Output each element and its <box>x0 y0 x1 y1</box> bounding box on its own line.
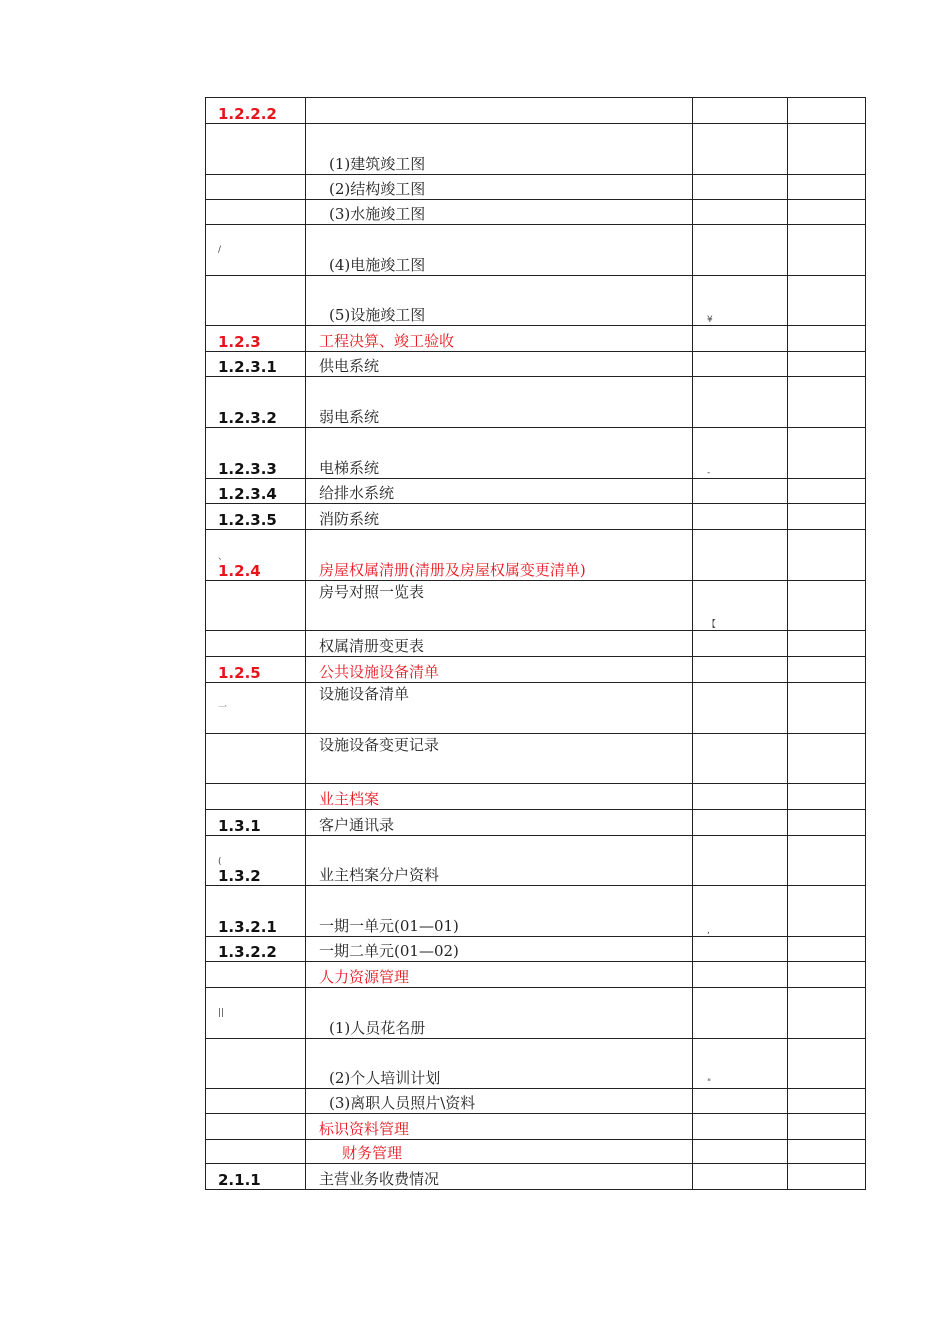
remark-cell <box>693 98 788 124</box>
item-title: (2)结构竣工图 <box>329 180 426 198</box>
extra-cell <box>788 631 866 657</box>
item-title: (1)建筑竣工图 <box>329 155 426 173</box>
remark-cell <box>693 1140 788 1164</box>
section-number: 1.3.1 <box>218 817 261 835</box>
extra-cell <box>788 1140 866 1164</box>
remark-cell <box>693 683 788 734</box>
item-title-cell <box>306 1140 693 1164</box>
extra-cell <box>788 886 866 937</box>
table-row <box>206 937 866 962</box>
remark-cell <box>693 1164 788 1190</box>
extra-cell <box>788 200 866 225</box>
item-title-cell <box>306 962 693 988</box>
item-title-cell <box>306 886 693 937</box>
section-number-cell <box>206 276 306 326</box>
extra-cell <box>788 734 866 784</box>
section-number-cell <box>206 1164 306 1190</box>
remark-cell <box>693 504 788 530</box>
section-number-cell <box>206 631 306 657</box>
archive-index-table <box>205 97 866 1190</box>
remark-cell <box>693 962 788 988</box>
item-title-cell <box>306 1114 693 1140</box>
stray-mark: / <box>218 245 222 255</box>
item-title-cell <box>306 352 693 377</box>
table-row <box>206 377 866 428</box>
stray-mark: ( <box>218 857 222 867</box>
table-row <box>206 810 866 836</box>
item-title: 主营业务收费情况 <box>319 1170 440 1188</box>
table-row <box>206 1039 866 1089</box>
remark-cell <box>693 988 788 1039</box>
table-row <box>206 479 866 504</box>
extra-cell <box>788 683 866 734</box>
table-row <box>206 988 866 1039</box>
item-title: 房号对照一览表 <box>319 583 425 601</box>
table-row <box>206 124 866 175</box>
section-number: 1.2.3.3 <box>218 460 277 478</box>
section-number-cell <box>206 1140 306 1164</box>
table-row <box>206 1140 866 1164</box>
remark-cell <box>693 175 788 200</box>
extra-cell <box>788 124 866 175</box>
remark-cell <box>693 326 788 352</box>
item-title: 房屋权属清册(清册及房屋权属变更清单) <box>319 561 586 579</box>
item-title-cell <box>306 504 693 530</box>
item-title-cell <box>306 631 693 657</box>
section-number-cell <box>206 504 306 530</box>
item-title-cell <box>306 175 693 200</box>
extra-cell <box>788 98 866 124</box>
section-number-cell <box>206 124 306 175</box>
extra-cell <box>788 836 866 886</box>
section-number-cell <box>206 1114 306 1140</box>
item-title-cell <box>306 683 693 734</box>
section-number-cell <box>206 428 306 479</box>
item-title: (5)设施竣工图 <box>329 306 426 324</box>
item-title: 设施设备清单 <box>319 685 410 703</box>
extra-cell <box>788 479 866 504</box>
extra-cell <box>788 326 866 352</box>
table-row <box>206 886 866 937</box>
item-title: 权属清册变更表 <box>319 637 425 655</box>
table-row <box>206 734 866 784</box>
item-title-cell <box>306 836 693 886</box>
extra-cell <box>788 377 866 428</box>
item-title-cell <box>306 98 693 124</box>
table-row <box>206 326 866 352</box>
table-body <box>206 98 866 1190</box>
item-title: 客户通讯录 <box>319 816 395 834</box>
table-row <box>206 530 866 581</box>
item-title-cell <box>306 734 693 784</box>
section-number-cell <box>206 326 306 352</box>
item-title: 财务管理 <box>342 1144 403 1162</box>
item-title-cell <box>306 124 693 175</box>
item-title: 公共设施设备清单 <box>319 663 440 681</box>
remark-cell <box>693 1089 788 1114</box>
extra-cell <box>788 1089 866 1114</box>
section-number-cell <box>206 1089 306 1114</box>
item-title: 工程决算、竣工验收 <box>319 332 455 350</box>
extra-cell <box>788 504 866 530</box>
extra-cell <box>788 225 866 276</box>
table-row <box>206 784 866 810</box>
section-number-cell <box>206 225 306 276</box>
item-title: (1)人员花名册 <box>329 1019 426 1037</box>
extra-cell <box>788 530 866 581</box>
item-title-cell <box>306 428 693 479</box>
remark-cell <box>693 631 788 657</box>
extra-cell <box>788 1164 866 1190</box>
section-number-cell <box>206 810 306 836</box>
section-number-cell <box>206 937 306 962</box>
remark-cell <box>693 428 788 479</box>
table-row <box>206 352 866 377</box>
section-number-cell <box>206 352 306 377</box>
remark-cell <box>693 124 788 175</box>
remark-cell <box>693 530 788 581</box>
item-title-cell <box>306 810 693 836</box>
remark-cell <box>693 225 788 276</box>
item-title-cell <box>306 988 693 1039</box>
section-number: 1.2.2.2 <box>218 105 277 123</box>
extra-cell <box>788 175 866 200</box>
section-number: 1.3.2.1 <box>218 918 277 936</box>
section-number-cell <box>206 175 306 200</box>
item-title: (3)水施竣工图 <box>329 205 426 223</box>
section-number: 1.2.4 <box>218 562 261 580</box>
stray-mark: - <box>707 468 711 478</box>
item-title: 电梯系统 <box>319 459 380 477</box>
item-title-cell <box>306 937 693 962</box>
table-row <box>206 200 866 225</box>
item-title: 一期一单元(01—01) <box>319 917 459 935</box>
extra-cell <box>788 810 866 836</box>
stray-mark: 【 <box>707 620 717 630</box>
section-number-cell <box>206 784 306 810</box>
item-title-cell <box>306 657 693 683</box>
item-title: 业主档案分户资料 <box>319 866 440 884</box>
stray-mark: || <box>218 1008 225 1018</box>
remark-cell <box>693 734 788 784</box>
extra-cell <box>788 988 866 1039</box>
item-title-cell <box>306 784 693 810</box>
remark-cell <box>693 276 788 326</box>
item-title-cell <box>306 581 693 631</box>
table-row <box>206 836 866 886</box>
table-row <box>206 428 866 479</box>
item-title-cell <box>306 200 693 225</box>
section-number: 1.2.3 <box>218 333 261 351</box>
table-row <box>206 504 866 530</box>
section-number: 1.2.3.5 <box>218 511 277 529</box>
table-row <box>206 631 866 657</box>
section-number-cell <box>206 479 306 504</box>
remark-cell <box>693 937 788 962</box>
section-number-cell <box>206 581 306 631</box>
item-title: 人力资源管理 <box>319 968 410 986</box>
section-number: 1.3.2 <box>218 867 261 885</box>
remark-cell <box>693 1114 788 1140</box>
extra-cell <box>788 352 866 377</box>
extra-cell <box>788 962 866 988</box>
section-number-cell <box>206 98 306 124</box>
section-number-cell <box>206 734 306 784</box>
remark-cell <box>693 581 788 631</box>
remark-cell <box>693 200 788 225</box>
section-number-cell <box>206 657 306 683</box>
table-row <box>206 1164 866 1190</box>
table-row <box>206 581 866 631</box>
table-row <box>206 175 866 200</box>
remark-cell <box>693 657 788 683</box>
section-number-cell <box>206 683 306 734</box>
extra-cell <box>788 937 866 962</box>
extra-cell <box>788 1039 866 1089</box>
item-title-cell <box>306 276 693 326</box>
item-title: 一期二单元(01—02) <box>319 942 459 960</box>
table-row <box>206 98 866 124</box>
extra-cell <box>788 1114 866 1140</box>
remark-cell <box>693 810 788 836</box>
table-row <box>206 962 866 988</box>
table-row <box>206 1114 866 1140</box>
item-title-cell <box>306 1164 693 1190</box>
extra-cell <box>788 428 866 479</box>
section-number: 2.1.1 <box>218 1171 261 1189</box>
remark-cell <box>693 784 788 810</box>
section-number-cell <box>206 836 306 886</box>
section-number: 1.2.3.2 <box>218 409 277 427</box>
remark-cell <box>693 1039 788 1089</box>
remark-cell <box>693 377 788 428</box>
item-title: 供电系统 <box>319 357 380 375</box>
item-title: 标识资料管理 <box>319 1120 410 1138</box>
remark-cell <box>693 479 788 504</box>
item-title-cell <box>306 1039 693 1089</box>
extra-cell <box>788 581 866 631</box>
extra-cell <box>788 276 866 326</box>
item-title-cell <box>306 225 693 276</box>
stray-mark: 、 <box>218 552 228 562</box>
remark-cell <box>693 886 788 937</box>
section-number-cell <box>206 988 306 1039</box>
item-title: 给排水系统 <box>319 484 395 502</box>
section-number: 1.3.2.2 <box>218 943 277 961</box>
item-title: (2)个人培训计划 <box>329 1069 441 1087</box>
table-row <box>206 683 866 734</box>
item-title-cell <box>306 377 693 428</box>
stray-mark: ¥ <box>707 315 713 325</box>
remark-cell <box>693 352 788 377</box>
item-title: 弱电系统 <box>319 408 380 426</box>
item-title: 设施设备变更记录 <box>319 736 440 754</box>
item-title: (4)电施竣工图 <box>329 256 426 274</box>
section-number-cell <box>206 1039 306 1089</box>
remark-cell <box>693 836 788 886</box>
item-title-cell <box>306 479 693 504</box>
table-row <box>206 1089 866 1114</box>
section-number-cell <box>206 377 306 428</box>
stray-mark: " <box>707 1078 712 1088</box>
extra-cell <box>788 657 866 683</box>
item-title-cell <box>306 1089 693 1114</box>
table-row <box>206 225 866 276</box>
stray-mark: 一 <box>218 703 228 713</box>
section-number-cell <box>206 886 306 937</box>
item-title: 消防系统 <box>319 510 380 528</box>
item-title: 业主档案 <box>319 790 380 808</box>
extra-cell <box>788 784 866 810</box>
section-number: 1.2.3.1 <box>218 358 277 376</box>
item-title-cell <box>306 326 693 352</box>
section-number-cell <box>206 530 306 581</box>
item-title-cell <box>306 530 693 581</box>
section-number-cell <box>206 200 306 225</box>
section-number: 1.2.3.4 <box>218 485 277 503</box>
item-title: (3)离职人员照片\资料 <box>329 1094 476 1112</box>
section-number-cell <box>206 962 306 988</box>
section-number: 1.2.5 <box>218 664 261 682</box>
table-row <box>206 276 866 326</box>
table-row <box>206 657 866 683</box>
stray-mark: , <box>707 926 710 936</box>
